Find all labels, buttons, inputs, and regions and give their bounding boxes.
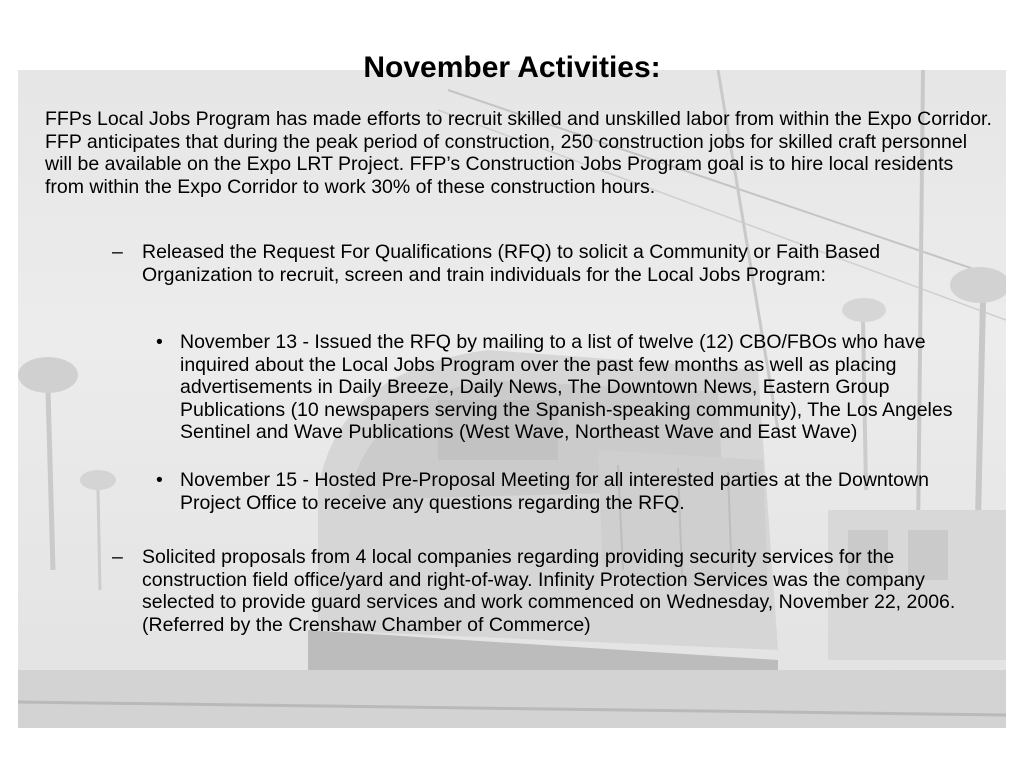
bullet-text: November 15 - Hosted Pre-Proposal Meeting for all interested parties at the Downtown Project Office to receive any questions regarding the RFQ. — [180, 469, 929, 514]
dash-marker: – — [112, 241, 123, 263]
list-item-security — [112, 546, 992, 636]
bullet-marker: • — [156, 469, 163, 491]
bullet-item-nov-13 — [156, 331, 980, 444]
dash-marker: – — [112, 546, 123, 568]
list-item-text: Released the Request For Qualifications (RFQ) to solicit a Community or Faith Based Organization to recruit, screen and train individuals for the Local Jobs Program: — [142, 241, 881, 286]
bullet-item-nov-15 — [156, 469, 980, 514]
intro-paragraph: FFPs Local Jobs Program has made efforts to recruit skilled and unskilled labor from within the Expo Corridor. FFP anticipates that during the peak period of construction, 250 construction jobs for skilled craft personnel will be available on the Expo LRT Project. FFP’s Construction Jobs Program goal is to hire local residents from within the Expo Corridor to work 30% of these construction hours. — [45, 108, 992, 198]
list-item-text: Solicited proposals from 4 local companies regarding providing security services for the construction field office/yard and right-of-way. Infinity Protection Services was the company selected to provide guard services and work commenced on Wednesday, November 22, 2006. (Referred by the Crenshaw Chamber of Commerce) — [142, 546, 956, 636]
list-item-rfq — [112, 241, 992, 286]
slide-title: November Activities: — [363, 51, 661, 84]
bullet-marker: • — [156, 331, 163, 353]
bullet-text: November 13 - Issued the RFQ by mailing to a list of twelve (12) CBO/FBOs who have inquired about the Local Jobs Program over the past few months as well as placing advertisements in Daily Breeze, Daily News, The Downtown News, Eastern Group Publications (10 newspapers serving the Spanish-speaking community), The Los Angeles Sentinel and Wave Publications (West Wave, Northeast Wave and East Wave) — [180, 331, 953, 443]
